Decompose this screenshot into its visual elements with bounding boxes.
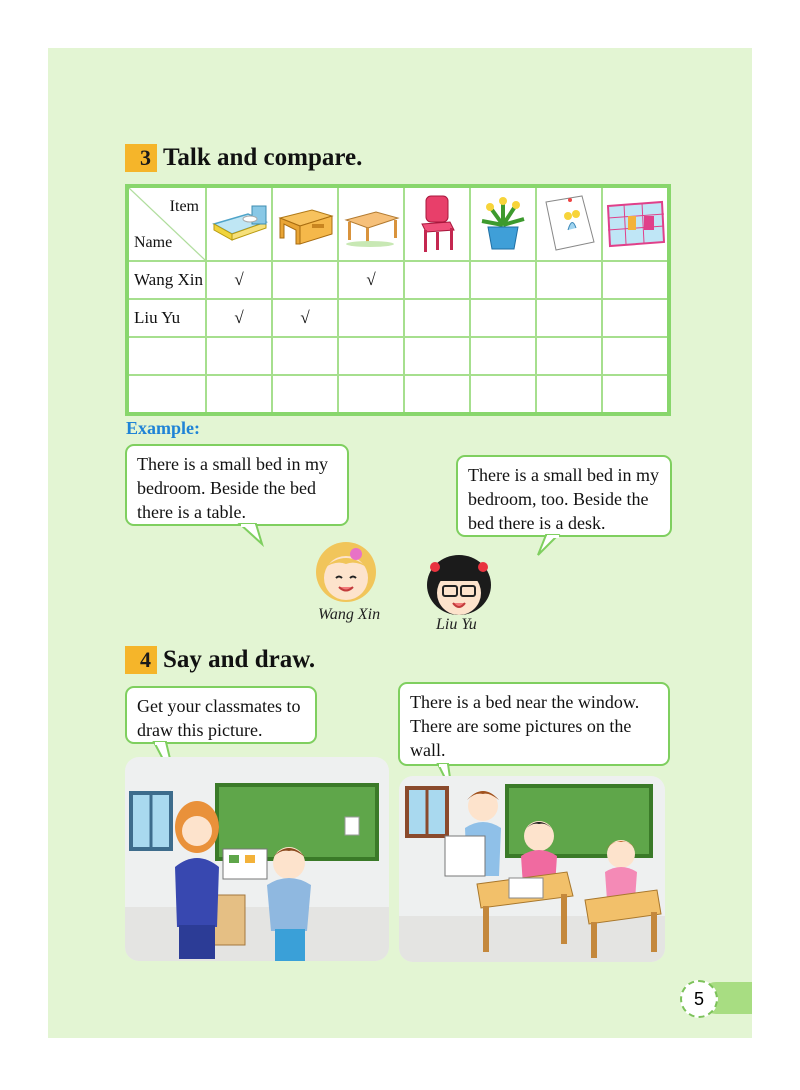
check-cell: √ (206, 299, 272, 337)
section-number: 3 (125, 144, 157, 172)
row-name[interactable] (127, 375, 206, 414)
page-number: 5 (680, 980, 718, 1018)
check-cell[interactable] (470, 375, 536, 414)
liu-yu-avatar (418, 553, 500, 619)
check-cell: √ (206, 261, 272, 299)
check-cell[interactable] (338, 337, 404, 375)
bed-icon (206, 186, 272, 261)
check-cell (470, 299, 536, 337)
example-label: Example: (126, 418, 200, 438)
table-row (127, 261, 669, 299)
check-cell (602, 299, 669, 337)
check-cell[interactable] (272, 337, 338, 375)
check-cell[interactable] (272, 375, 338, 414)
section-3-heading (125, 144, 362, 172)
classroom-scene-students (399, 776, 665, 962)
header-corner-cell (127, 186, 206, 261)
speech-bubble-wang-xin: There is a small bed in my bedroom. Beside the bed there is a table. (125, 444, 349, 526)
section-4-heading (125, 646, 315, 674)
table-row (127, 337, 669, 375)
picture-icon (536, 186, 602, 261)
check-cell (602, 261, 669, 299)
section-number: 4 (125, 646, 157, 674)
check-cell (338, 299, 404, 337)
desk-icon (272, 186, 338, 261)
check-cell[interactable] (206, 375, 272, 414)
section-title: Say and draw. (163, 646, 316, 673)
bubble-tail (536, 535, 566, 557)
wang-xin-avatar (306, 538, 386, 608)
row-name[interactable] (127, 337, 206, 375)
check-cell[interactable] (404, 337, 470, 375)
compare-table (125, 184, 671, 416)
check-cell[interactable] (602, 375, 669, 414)
check-cell (536, 261, 602, 299)
row-name: Liu Yu (127, 299, 206, 337)
table-header-row (127, 186, 669, 261)
check-cell: √ (272, 299, 338, 337)
header-item-label: Item (169, 198, 199, 215)
check-cell (404, 299, 470, 337)
speech-bubble-liu-yu: There is a small bed in my bedroom, too. Beside the bed there is a desk. (456, 455, 672, 537)
header-name-label: Name (134, 234, 173, 251)
plant-icon (470, 186, 536, 261)
table-icon (338, 186, 404, 261)
section-title: Talk and compare. (163, 144, 363, 171)
row-name: Wang Xin (127, 261, 206, 299)
check-cell[interactable] (602, 337, 669, 375)
check-cell[interactable] (470, 337, 536, 375)
caption-wang-xin: Wang Xin (318, 606, 381, 623)
check-cell[interactable] (338, 375, 404, 414)
check-cell: √ (338, 261, 404, 299)
check-cell (404, 261, 470, 299)
check-cell[interactable] (404, 375, 470, 414)
check-cell[interactable] (536, 337, 602, 375)
speech-bubble-draw: Get your classmates to draw this picture. (125, 686, 317, 744)
caption-liu-yu: Liu Yu (436, 616, 477, 633)
speech-bubble-describe: There is a bed near the window. There are some pictures on the wall. (398, 682, 670, 766)
check-cell (272, 261, 338, 299)
chair-icon (404, 186, 470, 261)
table-row (127, 299, 669, 337)
check-cell[interactable] (536, 375, 602, 414)
classroom-scene-teacher (125, 757, 389, 961)
check-cell[interactable] (206, 337, 272, 375)
check-cell (470, 261, 536, 299)
map-icon (602, 186, 669, 261)
table-row (127, 375, 669, 414)
bubble-tail (238, 524, 268, 546)
check-cell (536, 299, 602, 337)
